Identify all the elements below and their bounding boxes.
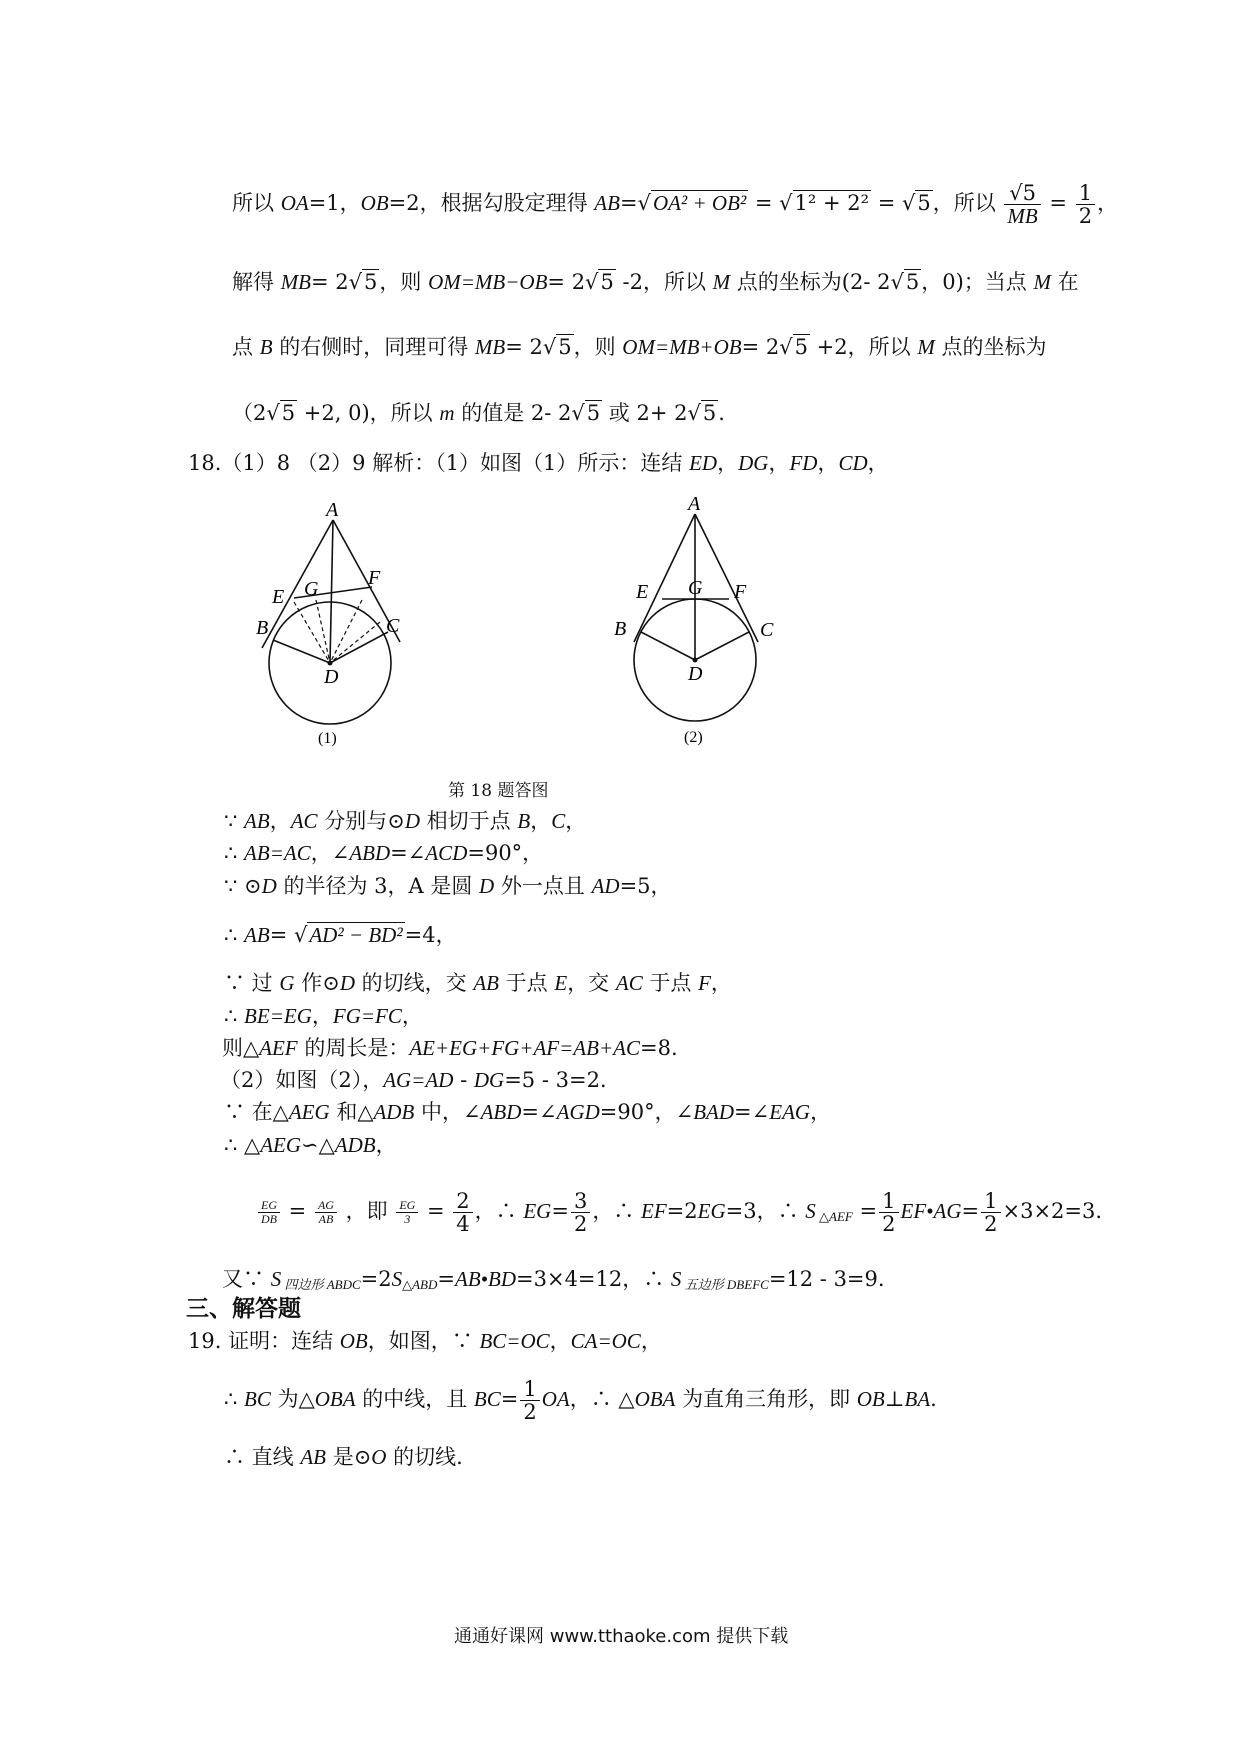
text: = — [852, 1199, 878, 1224]
text: ， — [717, 451, 739, 475]
text: = — [961, 1199, 980, 1224]
math-var: AB — [594, 191, 620, 216]
math-var: C — [551, 809, 566, 833]
text: 又∵ — [222, 1267, 271, 1291]
segment-ab — [634, 514, 695, 642]
math-var: AB=AC — [244, 841, 311, 865]
line-16 — [256, 1190, 1102, 1235]
segment-ac — [695, 514, 758, 642]
text: ，如图，∵ — [367, 1329, 480, 1353]
segment-bd — [273, 640, 330, 663]
text: ，∴ — [592, 1199, 641, 1224]
text: ，∴ △ — [569, 1387, 635, 1412]
text: =√ — [619, 191, 651, 216]
denominator: DB — [261, 1212, 277, 1227]
math-var: S — [805, 1199, 816, 1224]
label-e: E — [636, 581, 649, 603]
fraction — [258, 1199, 280, 1225]
denominator: 3 — [404, 1212, 411, 1227]
text: 分别与⊙ — [317, 809, 405, 833]
math-var: ABD — [480, 1100, 522, 1124]
figure-caption: 第 18 题答图 — [448, 781, 549, 801]
text: 外一点且 — [494, 874, 592, 898]
text: = — [437, 1267, 455, 1291]
caption-1: (1) — [318, 730, 337, 747]
subscript: △ABD — [402, 1277, 438, 1292]
caption-2: (2) — [684, 729, 703, 746]
math-var: BA — [904, 1387, 931, 1412]
numerator: 1 — [879, 1190, 898, 1213]
math-var: BAD — [693, 1100, 735, 1124]
text: ， — [640, 1329, 662, 1353]
text: . — [718, 401, 725, 425]
math-var: M — [712, 270, 731, 294]
radicand: 5 — [917, 191, 931, 216]
line-15 — [224, 1130, 397, 1160]
text: ∴ — [224, 1004, 245, 1028]
denominator: MB — [1007, 204, 1038, 229]
figure-2 — [608, 492, 788, 750]
math-var: M — [917, 335, 935, 359]
line-13 — [220, 1065, 607, 1095]
text: ∵ — [224, 809, 245, 833]
text: 19. 证明：连结 — [188, 1329, 340, 1353]
numerator: 1 — [1076, 182, 1095, 205]
text: =5 - 3=2. — [504, 1068, 607, 1092]
math-var: S — [270, 1267, 282, 1291]
math-var: B — [259, 335, 273, 359]
line-5 — [188, 448, 889, 478]
line-7 — [224, 838, 543, 868]
text: 解得 — [232, 270, 281, 294]
math-var: OB — [360, 191, 389, 216]
segment-cd — [695, 632, 749, 660]
radicand: 5 — [558, 335, 572, 359]
label-b: B — [614, 618, 627, 640]
numerator: EG — [258, 1199, 280, 1213]
line-4 — [232, 398, 725, 428]
math-var: CA=OC — [570, 1329, 641, 1353]
text: 是⊙ — [326, 1445, 372, 1469]
math-var: O — [371, 1445, 387, 1469]
math-var: BC=OC — [479, 1329, 550, 1353]
text: = 2√ — [311, 270, 363, 294]
radicand: 5 — [586, 401, 601, 425]
text: = √ — [748, 191, 793, 216]
line-19 — [188, 1326, 662, 1356]
point-d — [328, 661, 333, 666]
text: ， — [401, 1004, 423, 1028]
math-var: DG — [738, 451, 769, 475]
text: ， — [817, 451, 839, 475]
math-var: OA — [280, 191, 309, 216]
text: =3，∴ — [725, 1199, 806, 1224]
text: ，所以 — [932, 191, 1003, 216]
denominator: 2 — [573, 1212, 588, 1237]
math-var: OB — [339, 1329, 368, 1353]
fraction — [1076, 182, 1095, 227]
text: ，交 — [567, 971, 616, 995]
text: ，0)；当点 — [921, 270, 1034, 294]
math-var: S — [391, 1267, 403, 1291]
text: =12 - 3=9. — [768, 1267, 885, 1291]
line-8 — [224, 871, 672, 901]
label-a: A — [326, 500, 339, 521]
text: 为直角三角形，即 — [675, 1387, 857, 1412]
figure-1 — [250, 500, 420, 750]
text: 于点 — [499, 971, 555, 995]
math-var: AC — [290, 809, 318, 833]
text: 为△ — [270, 1387, 315, 1412]
line-20 — [224, 1378, 937, 1423]
text: ∴ — [224, 1387, 245, 1412]
radicand: 5 — [364, 270, 378, 294]
fraction — [520, 1378, 539, 1423]
math-var: D — [261, 874, 277, 898]
text: +2，所以 — [810, 335, 918, 359]
math-var: AB•BD — [455, 1267, 517, 1291]
text: ∴ — [224, 923, 245, 947]
fraction — [981, 1190, 1000, 1235]
math-var: ADB — [334, 1133, 376, 1157]
fraction — [571, 1190, 590, 1235]
math-var: FD — [789, 451, 818, 475]
text: 点 — [232, 335, 260, 359]
text: =4， — [404, 923, 457, 947]
text: = 2√ — [741, 335, 793, 359]
math-var: AB — [244, 923, 270, 947]
text: - — [453, 1068, 474, 1092]
radicand: 1² + 2² — [794, 191, 870, 216]
text: =∠ — [521, 1100, 557, 1124]
text: ∵ 在△ — [224, 1100, 289, 1124]
text: ， — [269, 809, 291, 833]
line-3 — [232, 332, 1047, 362]
fraction — [1004, 182, 1040, 227]
numerator: √5 — [1004, 182, 1040, 205]
text: 的切线，交 — [354, 971, 474, 995]
denominator: 2 — [1078, 204, 1093, 229]
subscript: 四边形 ABDC — [281, 1277, 361, 1292]
line-17 — [222, 1264, 885, 1300]
line-6 — [224, 806, 586, 836]
denominator: 2 — [984, 1212, 998, 1237]
text: 18.（1）8 （2）9 解析：（1）如图（1）所示：连结 — [188, 451, 690, 475]
denominator: 2 — [882, 1212, 896, 1237]
fraction — [879, 1190, 898, 1235]
math-var: OM=MB+OB — [622, 335, 742, 359]
math-var: MB — [280, 270, 312, 294]
point-d — [693, 658, 698, 663]
text: ，则 — [573, 335, 623, 359]
line-2 — [232, 267, 1079, 297]
numerator: 1 — [981, 1190, 1000, 1213]
math-var: G — [279, 971, 295, 995]
text: ， — [375, 1133, 397, 1157]
segment-ad — [330, 520, 333, 663]
fraction — [396, 1199, 418, 1225]
text: ，则 — [379, 270, 429, 294]
text: =8. — [639, 1036, 678, 1060]
dashed-gd — [316, 600, 330, 663]
text: =2 — [360, 1267, 392, 1291]
line-1 — [232, 182, 1118, 227]
math-var: ABD — [349, 841, 391, 865]
line-11 — [224, 1001, 423, 1031]
math-var: M — [1033, 270, 1051, 294]
radicand: OA² + OB² — [652, 191, 747, 216]
text: ∴ △ — [224, 1133, 261, 1157]
text: = √ — [269, 923, 308, 947]
text: =∠ — [734, 1100, 770, 1124]
text: = — [500, 1387, 519, 1412]
math-var: FG=FC — [332, 1004, 402, 1028]
text: 点的坐标为(2- 2√ — [730, 270, 904, 294]
text: 和△ — [329, 1100, 374, 1124]
text: =2，根据勾股定理得 — [388, 191, 595, 216]
math-var: S — [670, 1267, 682, 1291]
section-heading: 三、解答题 — [186, 1295, 301, 1322]
text: （2√ — [232, 401, 280, 425]
radicand: 5 — [600, 270, 614, 294]
subscript: 五边形 DBEFC — [681, 1277, 769, 1292]
line-21 — [224, 1442, 463, 1472]
math-var: AB — [473, 971, 499, 995]
math-var: E — [554, 971, 568, 995]
math-var: OBA — [634, 1387, 676, 1412]
text: 的中线，且 — [355, 1387, 474, 1412]
text: ∵ 过 — [224, 971, 280, 995]
text: 则△ — [222, 1036, 260, 1060]
label-f: F — [368, 567, 381, 589]
math-var: D — [404, 809, 420, 833]
denominator: 2 — [523, 1400, 537, 1425]
text: ，即 — [338, 1199, 395, 1224]
math-var: AEG — [260, 1133, 302, 1157]
math-var: OA — [541, 1387, 570, 1412]
text: ， — [1097, 191, 1119, 216]
numerator: EG — [396, 1199, 418, 1213]
text: ⊥ — [884, 1387, 905, 1412]
line-14 — [224, 1097, 831, 1127]
math-var: AD — [591, 874, 620, 898]
text: 相切于点 — [420, 809, 518, 833]
radicand: 5 — [905, 270, 920, 294]
text: （2）如图（2）， — [220, 1068, 384, 1092]
math-var: CD — [838, 451, 868, 475]
line-9 — [224, 920, 457, 950]
math-var: ADB — [373, 1100, 415, 1124]
math-var: D — [339, 971, 355, 995]
denominator: 4 — [456, 1212, 470, 1237]
text: ∽△ — [301, 1133, 335, 1157]
text: =2 — [666, 1199, 698, 1224]
numerator: AG — [315, 1199, 337, 1213]
label-a: A — [688, 493, 701, 515]
fraction — [453, 1190, 472, 1235]
text: ，∴ — [474, 1199, 524, 1224]
line-12 — [222, 1033, 678, 1063]
text: ，∠ — [310, 841, 350, 865]
math-var: EAG — [769, 1100, 811, 1124]
text: 中，∠ — [414, 1100, 481, 1124]
text: ， — [549, 1329, 571, 1353]
text: =90°， — [467, 841, 544, 865]
math-var: AB — [244, 809, 270, 833]
line-10 — [224, 968, 732, 998]
math-var: BE=EG — [244, 1004, 312, 1028]
math-var: B — [517, 809, 531, 833]
text: 的右侧时，同理可得 — [272, 335, 475, 359]
text: = — [282, 1199, 313, 1224]
math-var: BC — [244, 1387, 271, 1412]
segment-cd — [330, 632, 388, 663]
math-var: AE+EG+FG+AF=AB+AC — [409, 1036, 640, 1060]
math-var: D — [479, 874, 495, 898]
math-var: AC — [615, 971, 643, 995]
segment-bd — [641, 632, 695, 660]
text: +2, 0)，所以 — [297, 401, 440, 425]
text: ， — [867, 451, 889, 475]
math-var: OM=MB−OB — [428, 270, 548, 294]
math-var: BC — [473, 1387, 501, 1412]
text: = — [1042, 191, 1074, 216]
math-var: ACD — [425, 841, 468, 865]
text: ×3×2=3. — [1002, 1199, 1103, 1224]
label-f: F — [734, 581, 747, 603]
text: ， — [768, 451, 790, 475]
numerator: 2 — [453, 1190, 472, 1213]
text: = 2√ — [505, 335, 557, 359]
math-var: AGD — [556, 1100, 600, 1124]
text: 的半径为 3，A 是圆 — [276, 874, 480, 898]
label-b: B — [256, 617, 269, 639]
text: 于点 — [642, 971, 699, 995]
math-var: AEG — [288, 1100, 330, 1124]
text: =1， — [308, 191, 361, 216]
text: ， — [565, 809, 587, 833]
math-var: m — [439, 401, 455, 425]
math-var: AEF — [259, 1036, 298, 1060]
math-var: EG — [523, 1199, 552, 1224]
dashed-cd2 — [330, 622, 380, 663]
text: ∵ ⊙ — [224, 874, 262, 898]
math-var: AB — [300, 1445, 327, 1469]
math-var: MB — [474, 335, 506, 359]
text: ， — [311, 1004, 333, 1028]
text: = — [551, 1199, 569, 1224]
label-c: C — [386, 615, 400, 637]
text: ∴ 直线 — [224, 1445, 301, 1469]
text: ， — [810, 1100, 832, 1124]
text: 的值是 2- 2√ — [454, 401, 585, 425]
fraction — [315, 1199, 337, 1225]
text: =5， — [619, 874, 672, 898]
label-c: C — [760, 619, 774, 641]
math-var: EF — [641, 1199, 667, 1224]
text: ∴ — [224, 841, 245, 865]
radicand: AD² − BD² — [309, 923, 403, 947]
numerator: 3 — [571, 1190, 590, 1213]
text: = 2√ — [547, 270, 599, 294]
math-var: EG — [697, 1199, 726, 1224]
text: 或 2+ 2√ — [602, 401, 701, 425]
math-var: DG — [473, 1068, 505, 1092]
text: = — [420, 1199, 452, 1224]
text: =3×4=12，∴ — [516, 1267, 671, 1291]
text: 在 — [1050, 270, 1079, 294]
text: =90°，∠ — [599, 1100, 694, 1124]
radicand: 5 — [794, 335, 808, 359]
dashed-ed — [294, 602, 330, 663]
text: 的切线. — [386, 1445, 463, 1469]
text: -2，所以 — [615, 270, 713, 294]
text: =∠ — [390, 841, 426, 865]
text: ， — [530, 809, 552, 833]
label-d: D — [324, 666, 339, 688]
subscript: △AEF — [815, 1209, 853, 1225]
label-g: G — [304, 578, 319, 600]
text: = √ — [871, 191, 916, 216]
text: 所以 — [232, 191, 281, 216]
footer: 通通好课网 www.tthaoke.com 提供下载 — [454, 1626, 789, 1647]
math-var: ED — [689, 451, 718, 475]
math-var: AG=AD — [383, 1068, 454, 1092]
math-var: OB — [856, 1387, 885, 1412]
math-var: OBA — [314, 1387, 356, 1412]
text: 点的坐标为 — [934, 335, 1047, 359]
radicand: 5 — [702, 401, 717, 425]
denominator: AB — [318, 1212, 334, 1227]
math-var: F — [698, 971, 711, 995]
math-var: EF•AG — [900, 1199, 962, 1224]
radicand: 5 — [281, 401, 296, 425]
text: 作⊙ — [294, 971, 340, 995]
text: ， — [710, 971, 732, 995]
text: 的周长是： — [297, 1036, 410, 1060]
label-d: D — [688, 663, 703, 685]
text: . — [930, 1387, 937, 1412]
label-g: G — [688, 577, 703, 599]
numerator: 1 — [520, 1378, 539, 1401]
label-e: E — [272, 586, 285, 608]
